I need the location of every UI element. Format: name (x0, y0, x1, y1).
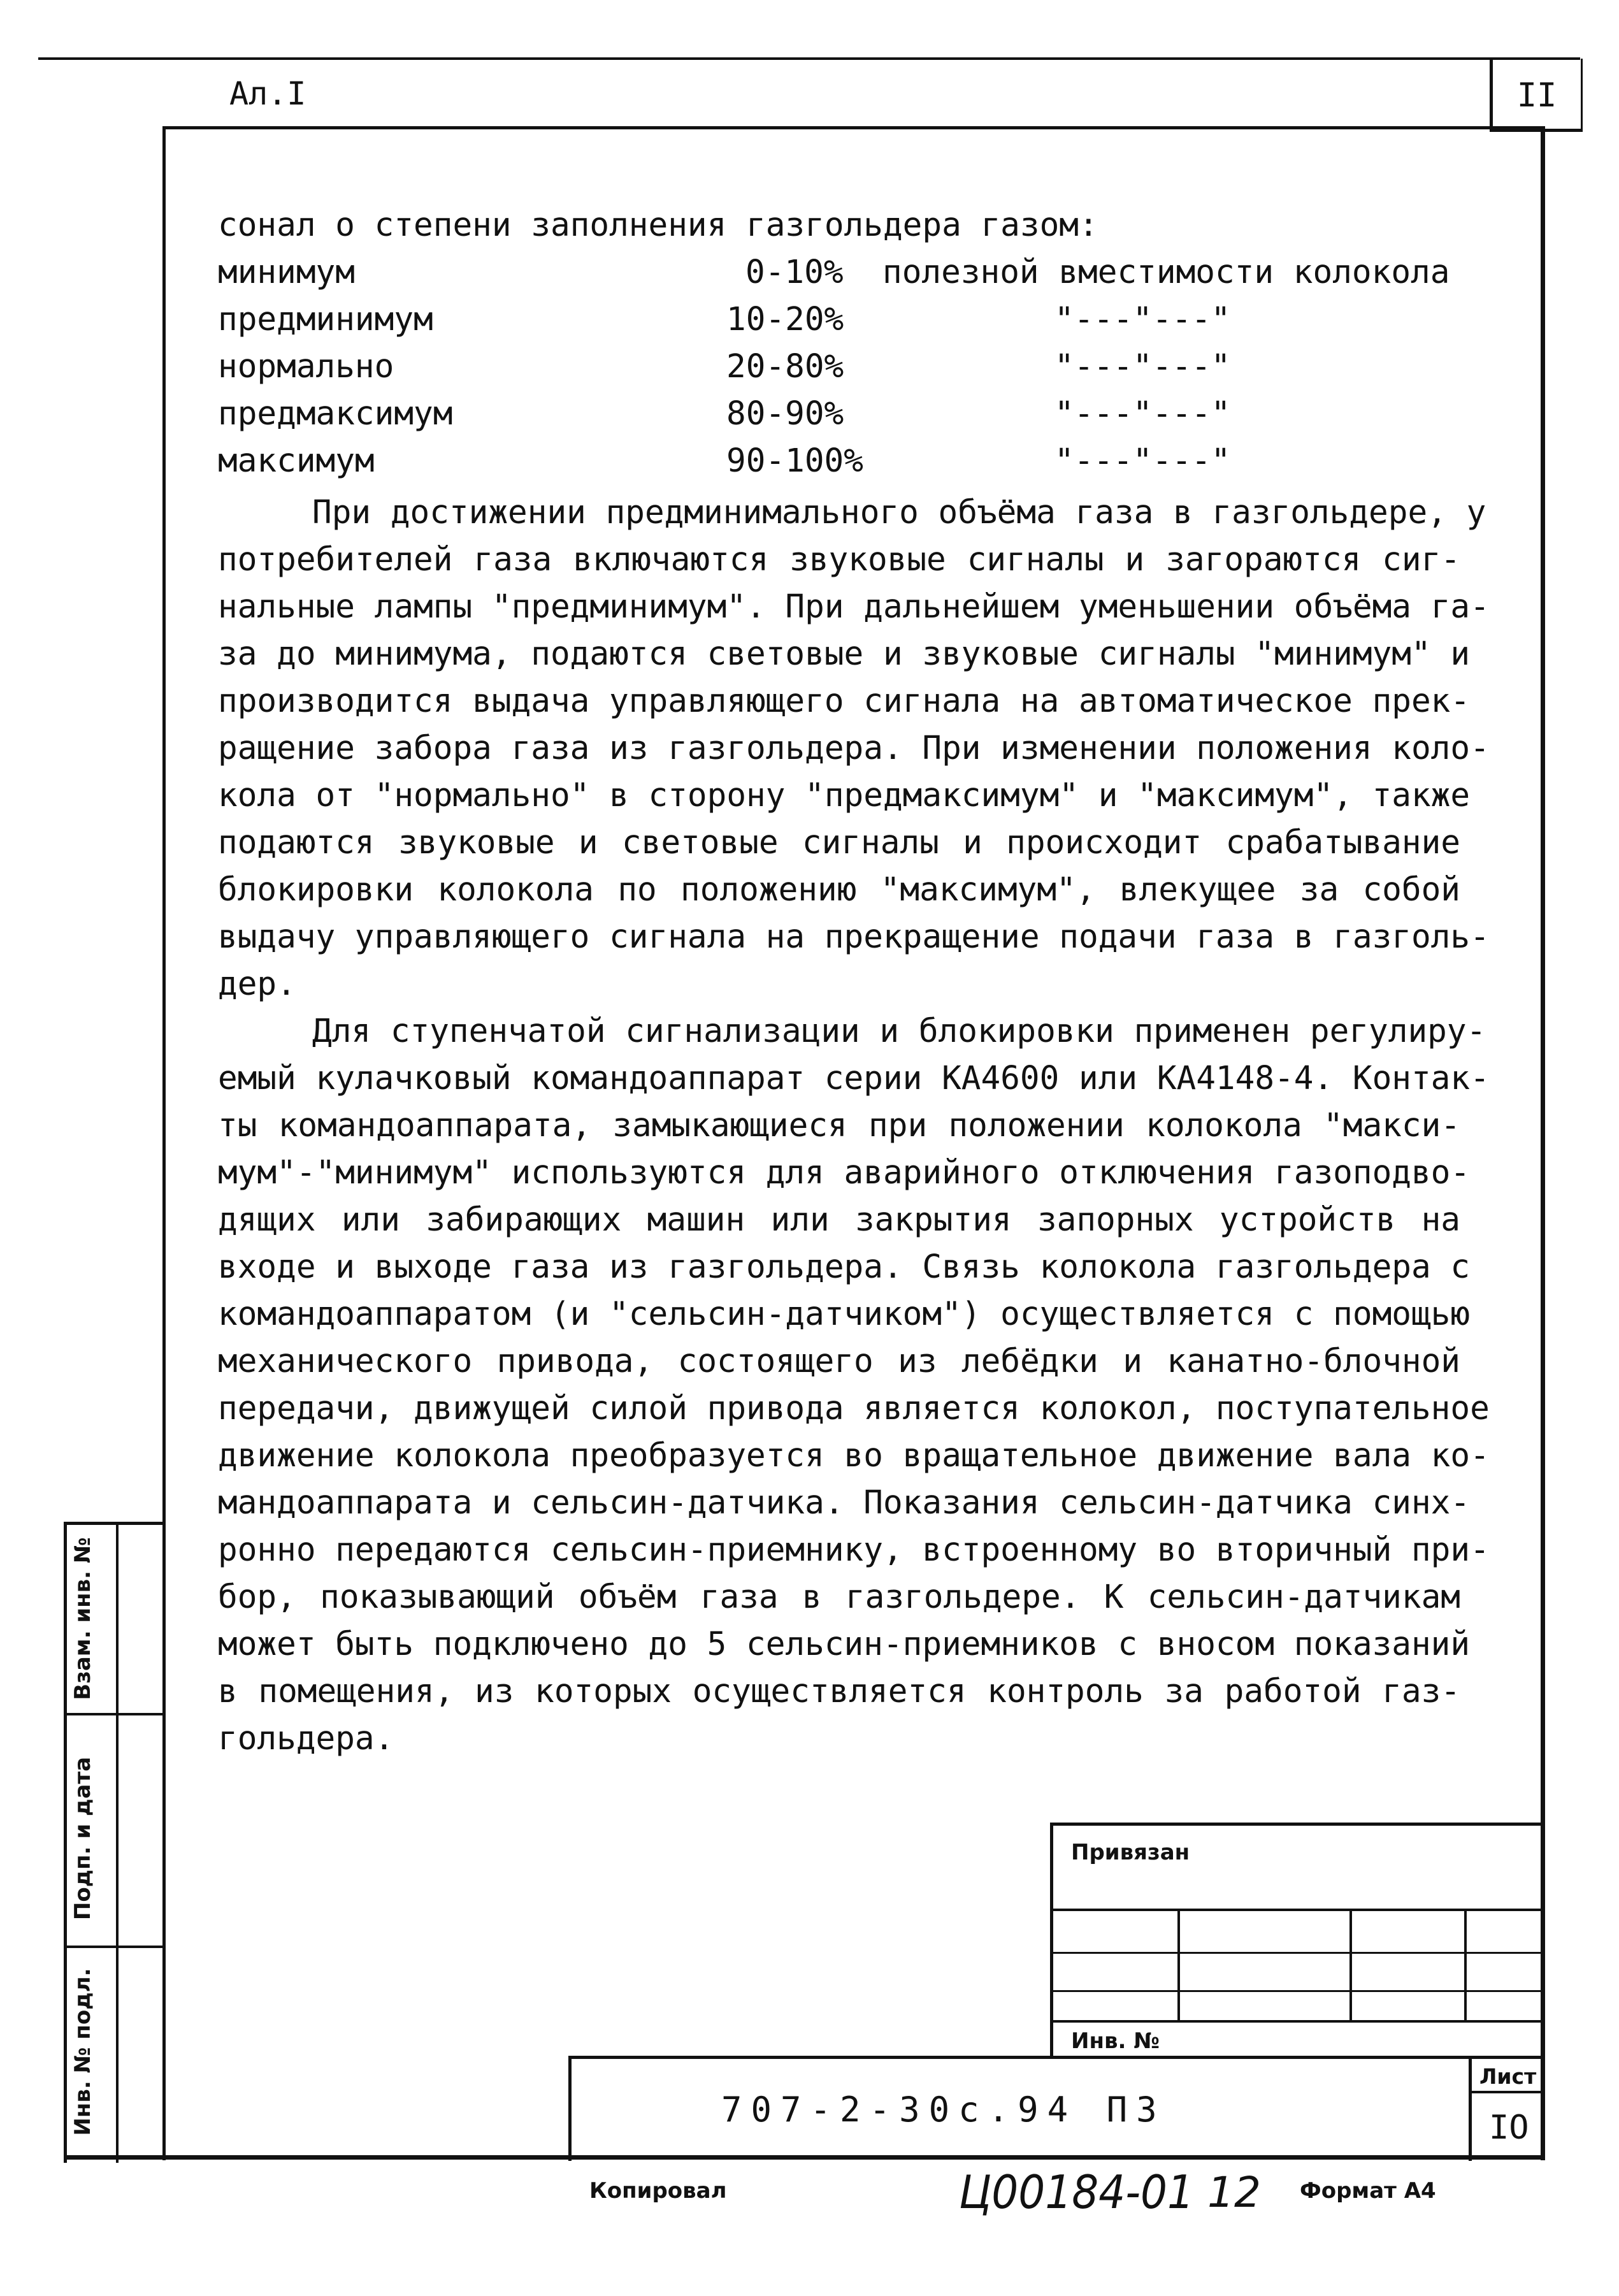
para1-line: кола от "нормально" в сторону "предмаксимум" и "максимум", также (218, 777, 1471, 814)
level-range: 10-20% (726, 301, 844, 338)
list-box-hline (1469, 2091, 1544, 2093)
side-label-vzam: Взам. инв. № (70, 1537, 96, 1700)
format-label: Формат А4 (1300, 2178, 1436, 2204)
album-label: Ал.I (229, 75, 306, 112)
side-stamp-divider (116, 1525, 119, 2163)
level-range: 80-90% (726, 395, 844, 433)
list-number: IO (1489, 2109, 1529, 2147)
frame-top (162, 126, 1545, 129)
para1-line: производится выдача управляющего сигнала на автоматическое прек- (218, 682, 1471, 720)
para2-line: емый кулачковый командоаппарат серии КА4600 или КА4148-4. Контак- (218, 1060, 1490, 1097)
inv-no-label: Инв. № (1071, 2028, 1160, 2054)
para2-line: может быть подключено до 5 сельсин-приемников с вносом показаний (218, 1626, 1471, 1663)
para1-line: подаются звуковые и световые сигналы и происходит срабатывание (218, 824, 1460, 862)
level-note: "---"---" (1054, 301, 1231, 338)
side-label-podp: Подп. и дата (70, 1756, 96, 1921)
para2-line: входе и выходе газа из газгольдера. Связь колокола газгольдера с (218, 1248, 1471, 1286)
para1-line: выдачу управляющего сигнала на прекращение подачи газа в газголь- (218, 918, 1490, 956)
title-block-main (568, 2056, 1544, 2161)
kopiroval-label: Копировал (589, 2178, 727, 2204)
level-note: "---"---" (1054, 442, 1231, 480)
para2-line: передачи, движущей силой привода является колокол, поступательное (218, 1390, 1490, 1427)
para2-line: движение колокола преобразуется во вращательное движение вала ко- (218, 1437, 1490, 1475)
para2-line: гольдера. (218, 1720, 394, 1758)
side-label-inv: Инв. № подл. (70, 1968, 96, 2136)
tb-vline (1177, 1909, 1180, 2020)
top-rule (38, 57, 1580, 60)
tb-hline (1053, 1990, 1544, 1992)
level-note: "---"---" (1054, 348, 1231, 386)
level-name: предмаксимум (218, 395, 453, 433)
level-name: предминимум (218, 301, 433, 338)
tb-vline (1464, 1909, 1467, 2020)
para2-line: механического привода, состоящего из лебёдки и канатно-блочной (218, 1343, 1460, 1380)
para2-line: мум"-"минимум" используются для аварийного отключения газоподво- (218, 1154, 1471, 1192)
level-name: нормально (218, 348, 394, 386)
para1-line: блокировки колокола по положению "максимум", влекущее за собой (218, 871, 1460, 909)
para1-line: При достижении предминимального объёма газа в газгольдере, у (312, 494, 1486, 531)
page-roman-number: II (1516, 76, 1557, 115)
page-roman-box (1490, 59, 1583, 132)
tb-vline (1349, 1909, 1352, 2020)
para2-line: ронно передаются сельсин-приемнику, встроенному во вторичный при- (218, 1531, 1490, 1569)
intro-line: сонал о степени заполнения газгольдера газом: (218, 206, 1098, 244)
privyazan-label: Привязан (1071, 1840, 1190, 1865)
para2-line: ты командоаппарата, замыкающиеся при положении колокола "макси- (218, 1107, 1460, 1144)
tb-hline (1053, 1952, 1544, 1954)
tb-hline (1053, 2020, 1544, 2023)
level-range: 0-10% (745, 254, 844, 291)
para1-line: ращение забора газа из газгольдера. При изменении положения коло- (218, 730, 1490, 767)
handwritten-code: Ц00184-01 (959, 2165, 1194, 2220)
handwritten-number: 12 (1207, 2168, 1261, 2217)
para1-line: нальные лампы "предминимум". При дальнейшем уменьшении объёма га- (218, 588, 1490, 626)
para2-line: Для ступенчатой сигнализации и блокировки применен регулиру- (312, 1013, 1486, 1050)
para1-line: за до минимума, подаются световые и звуковые сигналы "минимум" и (218, 635, 1471, 673)
level-note: полезной вместимости колокола (882, 254, 1450, 291)
level-note: "---"---" (1054, 395, 1231, 433)
level-name: минимум (218, 254, 355, 291)
para2-line: в помещения, из которых осуществляется контроль за работой газ- (218, 1673, 1460, 1710)
side-stamp-sep (67, 1713, 166, 1715)
level-name: максимум (218, 442, 375, 480)
para2-line: бор, показывающий объём газа в газгольдере. К сельсин-датчикам (218, 1578, 1460, 1616)
list-label: Лист (1479, 2064, 1537, 2089)
para1-line: потребителей газа включаются звуковые сигналы и загораются сиг- (218, 541, 1460, 579)
para1-line: дер. (218, 965, 296, 1003)
para2-line: командоаппаратом (и "сельсин-датчиком") осуществляется с помощью (218, 1296, 1471, 1333)
para2-line: дящих или забирающих машин или закрытия запорных устройств на (218, 1201, 1460, 1239)
doc-code: 707-2-30с.94 ПЗ (721, 2090, 1166, 2130)
para2-line: мандоаппарата и сельсин-датчика. Показания сельсин-датчика синх- (218, 1484, 1471, 1522)
level-range: 90-100% (726, 442, 863, 480)
level-range: 20-80% (726, 348, 844, 386)
tb-hline (1053, 1909, 1544, 1911)
title-block-upper (1050, 1823, 1544, 2058)
list-box-vline (1469, 2059, 1472, 2161)
